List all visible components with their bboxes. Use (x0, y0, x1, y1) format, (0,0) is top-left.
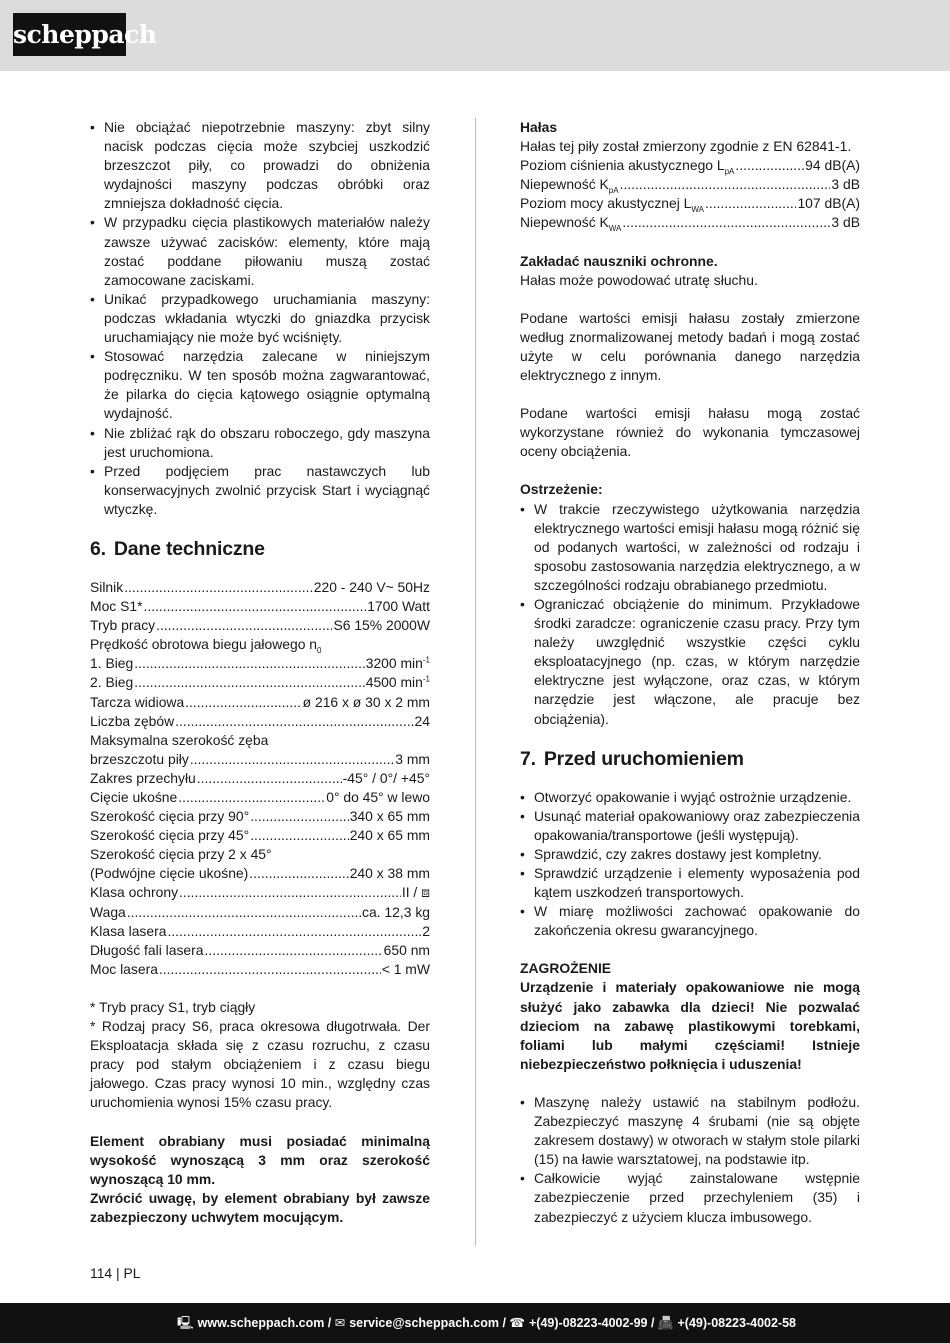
noise-heading: Hałas (520, 119, 558, 135)
ear-protection-heading: Zakładać nauszniki ochronne. (520, 252, 718, 269)
spec-label: (Podwójne cięcie ukośne) (90, 865, 249, 882)
spec-row (90, 864, 430, 883)
list-item: • Nie zbliżać rąk do obszaru roboczego, gdy maszyna jest uruchomiona. (90, 424, 430, 462)
spec-label: Moc lasera (90, 960, 158, 977)
spec-value: 24 (414, 712, 430, 729)
spec-value: 220 - 240 V~ 50Hz (313, 578, 430, 595)
spec-row (520, 213, 860, 232)
phone-number: +(49)-08223-4002-99 (529, 1316, 648, 1330)
spec-label: Tarcza widiowa (90, 693, 185, 710)
list-item: • Otworzyć opakowanie i wyjąć ostrożnie urządzenie. (520, 788, 860, 807)
spec-label: Szerokość cięcia przy 90° (90, 808, 250, 825)
spec-value: S6 15% 2000W (333, 617, 430, 634)
spec-row (90, 941, 430, 960)
website-link[interactable]: www.scheppach.com (197, 1316, 325, 1330)
fax-icon: 📠 (657, 1316, 674, 1330)
spec-row (90, 922, 430, 941)
page-number: 114 | PL (90, 1265, 141, 1281)
technical-specs (90, 578, 430, 979)
spec-value: 3 dB (831, 176, 860, 193)
column-divider (475, 118, 476, 1246)
spec-value: 4500 $\min^{-1}$ (365, 674, 430, 691)
noise-intro: Hałas tej piły został zmierzony zgodnie z EN 62841-1. (520, 138, 852, 155)
section-number: 6. (90, 537, 106, 560)
list-item: • Sprawdzić, czy zakres dostawy jest kompletny. (520, 845, 860, 864)
list-item: • Nie obciążać niepotrzebnie maszyny: zbyt silny nacisk podczas cięcia może szybciej uszkodzić brzeszczot piły, co prowadzi do obniżenia wydajności maszyny podczas obróbki oraz zmniejsza dokładność cięcia. (90, 118, 430, 213)
spec-label: Waga (90, 903, 126, 920)
spec-row (90, 960, 430, 979)
setup-bullets (520, 1093, 860, 1227)
spec-label: Długość fali lasera (90, 941, 204, 958)
spec-row (90, 693, 430, 712)
spec-label: Niepewność $K_{pA}$ (520, 176, 619, 196)
fax-number: +(49)-08223-4002-58 (677, 1316, 796, 1330)
spec-label: 1. Bieg (90, 655, 134, 672)
list-item: • Usunąć materiał opakowaniowy oraz zabezpieczenia opakowania/transportowe (jeśli występują). (520, 807, 860, 845)
spec-value: 0° do 45° w lewo (326, 789, 430, 805)
spec-row (90, 654, 430, 673)
list-item: • Sprawdzić urządzenie i elementy wyposażenia pod kątem uszkodzeń transportowych. (520, 864, 860, 902)
section-7-heading (520, 747, 860, 771)
section-number: 7. (520, 747, 536, 770)
phone-icon: ☎ (509, 1316, 525, 1330)
footer-bar (0, 1303, 950, 1343)
spec-label: Szerokość cięcia przy 45° (90, 827, 250, 844)
spec-heading: Szerokość cięcia przy 2 x 45° (90, 846, 272, 863)
spec-value: ca. 12,3 kg (362, 903, 430, 920)
clamp-warning: Zwrócić uwagę, by element obrabiany był zawsze zabezpieczony uchwytem mocującym. (90, 1189, 430, 1225)
spec-heading: Prędkość obrotowa biegu jałowego $n_0$ (90, 636, 322, 656)
emission-paragraph: Podane wartości emisji hałasu zostały zmierzone według znormalizowanej metody badań i mogą zostać użyte w celu porównania danego narzędzia elektrycznego z innym. (520, 309, 860, 384)
danger-heading: ZAGROŻENIE (520, 960, 612, 977)
spec-label: Poziom mocy akustycznej $L_{WA}$ (520, 195, 704, 215)
spec-row (90, 788, 430, 807)
spec-label: Liczba zębów (90, 712, 175, 729)
section-title: Dane techniczne (113, 537, 265, 560)
spec-value: 3200 $\min^{-1}$ (365, 655, 430, 672)
prep-bullets (520, 788, 860, 941)
spec-row (90, 578, 430, 597)
list-item: • Maszynę należy ustawić na stabilnym podłożu. Zabezpieczyć maszynę 4 śrubami (nie są objęte zakresem dostawy) w otworach w stałym stole pilarki (15) na ławie warsztatowej, na podstawie itp. (520, 1093, 860, 1169)
list-item: • Unikać przypadkowego uruchamiania maszyny: podczas wkładania wtyczki do gniazdka przycisk uruchamiający nie może być wciśnięty. (90, 290, 430, 347)
spec-value: 240 x 38 mm (349, 865, 430, 882)
left-column (90, 118, 430, 1227)
list-item: • W przypadku cięcia plastikowych materiałów należy zawsze używać zacisków: elementy, które mają zostać poddane piłowaniu muszą zostać zamocowane zaciskami. (90, 213, 430, 289)
workpiece-warning: Element obrabiany musi posiadać minimalną wysokość wynoszącą 3 mm oraz szerokość wynoszącą 10 mm. (90, 1132, 430, 1187)
list-item: • Stosować narzędzia zalecane w niniejszym podręczniku. W ten sposób można zagwarantować, że pilarka do cięcia kątowego osiągnie optymalną wydajność. (90, 347, 430, 423)
spec-value: 2 (422, 922, 430, 939)
scheppach-logo: scheppach (13, 13, 126, 56)
spec-value: 3 mm (395, 750, 430, 767)
ear-protection-text: Hałas może powodować utratę słuchu. (520, 271, 758, 288)
spec-value: < 1 mW (381, 960, 430, 977)
spec-value: 650 nm (383, 941, 430, 958)
section-title: Przed uruchomieniem (543, 747, 744, 770)
footnote-s1: * Tryb pracy S1, tryb ciągły (90, 998, 256, 1015)
spec-label: Moc S1* (90, 598, 143, 615)
spec-row (520, 156, 860, 175)
footnote-s6: * Rodzaj pracy S6, praca okresowa długotrwała. Der Eksploatacja składa się z czasu rozruchu, z czasu pracy pod stałym obciążeniem i z czasu biegu jałowego. Czas pracy wynosi 10 min., względny czas uruchomienia wynosi 15% czasu pracy. (90, 1018, 430, 1111)
spec-value: II / ⧈ (401, 884, 430, 901)
contact-line: 🖳 www.scheppach.com / ✉ service@scheppach.com / ☎ +(49)-08223-4002-99 / 📠 +(49)-08223-4002-58 (176, 1316, 796, 1330)
list-item: • Ograniczać obciążenie do minimum. Przykładowe środki zaradcze: ograniczenie czasu pracy. Przy tym należy uwzględnić wszystkie części cyklu eksploatacyjnego (np. czas, w którym narzędzie elektryczne jest wyłączone, oraz czas, w którym narzędzie jest włączone, ale pracuje bez obciążenia). (520, 595, 860, 729)
spec-label: Zakres przechyłu (90, 769, 196, 786)
spec-label: Poziom ciśnienia akustycznego $L_{pA}$ (520, 157, 735, 176)
email-link[interactable]: service@scheppach.com (349, 1316, 499, 1330)
spec-row (520, 175, 860, 194)
list-item: • W miarę możliwości zachować opakowanie do zakończenia okresu gwarancyjnego. (520, 902, 860, 940)
spec-value: ø 216 x ø 30 x 2 mm (302, 693, 430, 710)
spec-label: Silnik (90, 578, 124, 595)
list-item: • Całkowicie wyjąć zainstalowane wstępnie zabezpieczenie przed przechyleniem (35) i zabezpieczyć z użyciem klucza imbusowego. (520, 1169, 860, 1226)
spec-label: brzeszczotu piły (90, 750, 189, 767)
safety-bullets (90, 118, 430, 519)
spec-value: -45° / 0°/ +45° (342, 769, 430, 786)
spec-heading: Maksymalna szerokość zęba (90, 731, 269, 748)
mail-icon: ✉ (334, 1316, 346, 1330)
spec-label: Cięcie ukośne (90, 789, 178, 805)
spec-value: 1700 Watt (367, 598, 430, 615)
spec-label: Tryb pracy (90, 617, 156, 634)
right-column (520, 118, 860, 1227)
list-item: • Przed podjęciem prac nastawczych lub konserwacyjnych zwolnić przycisk Start i wyciągnąć wtyczkę. (90, 462, 430, 519)
section-6-heading (90, 537, 430, 561)
spec-label: 2. Bieg (90, 674, 134, 691)
caution-bullets (520, 500, 860, 729)
spec-value: 240 x 65 mm (349, 827, 430, 844)
spec-value: 107 dB(A) (797, 195, 860, 212)
spec-label: Klasa ochrony (90, 884, 179, 901)
spec-value: 94 dB(A) (805, 157, 860, 174)
list-item: • W trakcie rzeczywistego użytkowania narzędzia elektrycznego wartości emisji hałasu mogą różnić się od podanych wartości, w zależności od rodzaju i sposobu zastosowania narzędzia elektrycznego, a w szczególności rodzaju obrabianego przedmiotu. (520, 500, 860, 595)
spec-row (520, 194, 860, 213)
spec-row (90, 826, 430, 845)
spec-row (90, 712, 430, 731)
danger-text: Urządzenie i materiały opakowaniowe nie mogą służyć jako zabawka dla dzieci! Nie pozwalać dzieciom na zabawę plastikowymi torebkami, foliami lub małymi częściami! Istnieje niebezpieczeństwo połknięcia i uduszenia! (520, 979, 860, 1072)
spec-value: 3 dB (831, 214, 860, 231)
spec-row (90, 750, 430, 769)
spec-row (90, 769, 430, 788)
spec-label: Klasa lasera (90, 922, 167, 939)
spec-row (90, 673, 430, 692)
spec-row (90, 616, 430, 635)
spec-row (90, 597, 430, 616)
computer-icon: 🖳 (176, 1316, 194, 1330)
header-bar (0, 0, 950, 71)
spec-row (90, 903, 430, 922)
spec-value: 340 x 65 mm (349, 808, 430, 825)
emission-paragraph: Podane wartości emisji hałasu mogą zostać wykorzystane również do wykonania tymczasowej oceny obciążenia. (520, 405, 860, 460)
caution-heading: Ostrzeżenie: (520, 481, 603, 498)
spec-row (90, 807, 430, 826)
spec-label: Niepewność $K_{WA}$ (520, 214, 622, 234)
spec-row (90, 883, 430, 902)
